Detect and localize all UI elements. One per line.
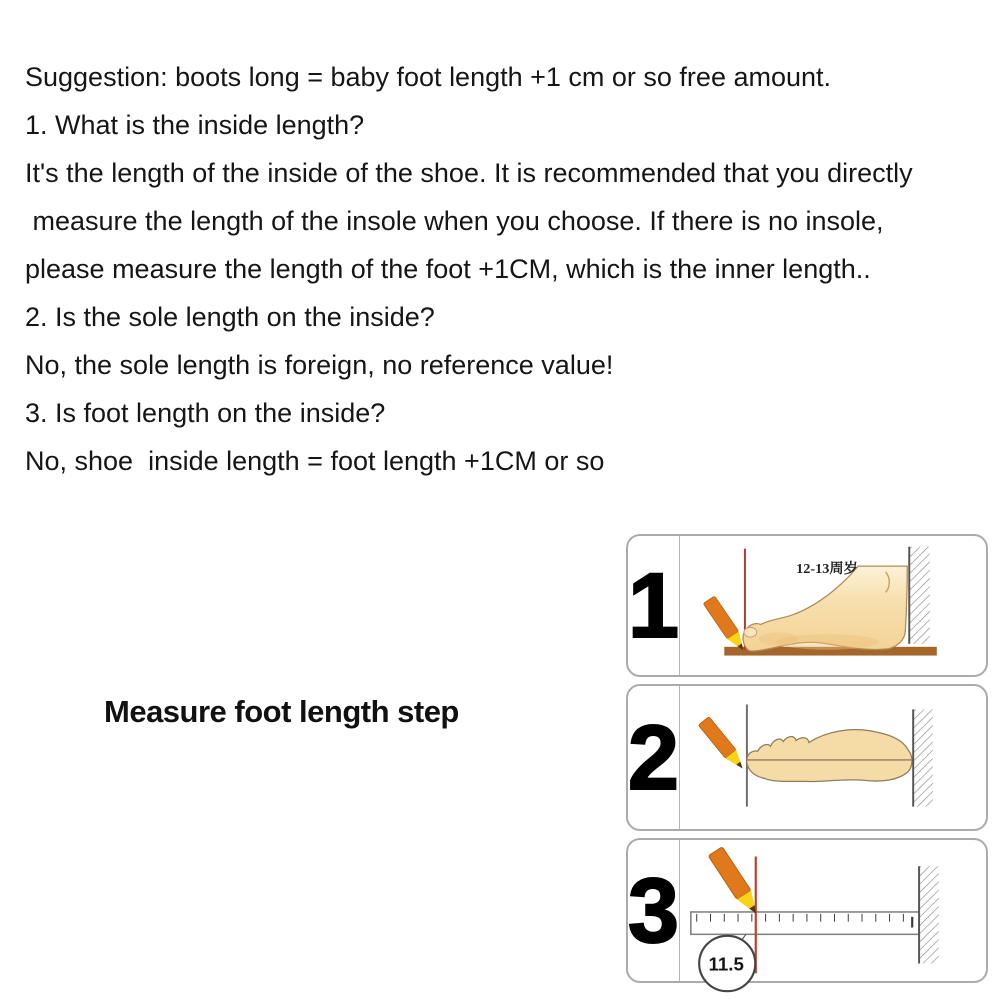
wall-hatch — [919, 866, 939, 963]
answer-1-line-2: measure the length of the insole when you choose. If there is no insole, — [25, 206, 884, 236]
step-2-illustration — [680, 686, 986, 829]
step-panel-2 — [626, 684, 988, 831]
step-2-number-column — [628, 686, 680, 829]
suggestion-line: Suggestion: boots long = baby foot length +1 cm or so free amount. — [25, 62, 832, 92]
ball-shading — [759, 632, 798, 646]
step-3-number-column — [628, 840, 680, 981]
step-3-illustration — [680, 840, 986, 981]
ruler — [691, 912, 919, 934]
wall-hatch — [909, 547, 930, 644]
step-panel-1 — [626, 534, 988, 677]
question-2: 2. Is the sole length on the inside? — [25, 302, 435, 332]
question-3: 3. Is foot length on the inside? — [25, 398, 386, 428]
diagram-caption: Measure foot length step — [104, 694, 459, 729]
pencil-icon — [698, 717, 748, 773]
answer-1-line-1: It's the length of the inside of the shoe. It is recommended that you directly — [25, 158, 913, 188]
wall-hatch — [913, 709, 933, 806]
measurement-value: 11.5 — [708, 953, 744, 975]
step-1-illustration — [680, 536, 986, 675]
foot-top-illustration — [747, 730, 912, 782]
answer-3: No, shoe inside length = foot length +1CM or so — [25, 446, 605, 476]
toenail — [744, 627, 757, 637]
step-3-number: 3 — [627, 859, 680, 962]
step-panel-3 — [626, 838, 988, 983]
question-1: 1. What is the inside length? — [25, 110, 365, 140]
pencil-icon — [703, 596, 749, 654]
step-1-number-column — [628, 536, 680, 675]
step-2-number: 2 — [627, 706, 680, 809]
step-1-number: 1 — [627, 554, 680, 657]
answer-1-line-3: please measure the length of the foot +1CM, which is the inner length.. — [25, 254, 871, 284]
age-label: 12-13周岁 — [796, 561, 858, 577]
answer-2: No, the sole length is foreign, no reference value! — [25, 350, 614, 380]
sizing-qa-text — [25, 53, 1000, 485]
